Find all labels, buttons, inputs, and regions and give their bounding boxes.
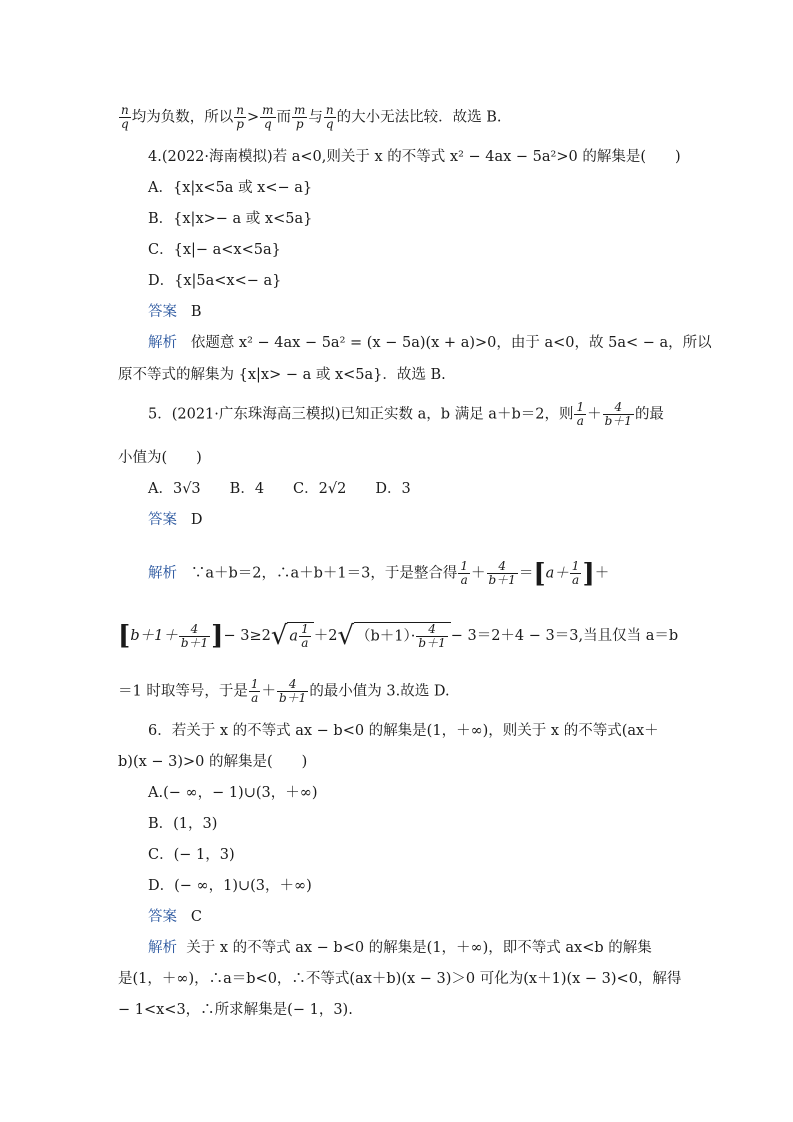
q5-options: A．3√3 B．4 C．2√2 D．3 — [148, 481, 411, 497]
q6-analysis-line2: 是(1，＋∞)，∴a＝b<0，∴不等式(ax＋b)(x − 3)＞0 可化为(x＋1)(x − 3)<0，解得 — [118, 971, 682, 987]
q5-stem-cont: 小值为( ) — [118, 450, 202, 466]
fraction: $\frac{n}{q}$ — [121, 103, 129, 131]
q5-answer: 答案 D — [148, 512, 203, 528]
q5-analysis-line2: [b＋1＋ $\frac{4}{b+1}$ ]− 3≥2√ a $\frac{1}{a}$ ＋2√ （b＋1）· $\frac{4}{b+1}$ − 3＝2＋4 − 3＝3,当且仅当 a＝b — [118, 621, 679, 651]
q4-option-c: C．{x|− a<x<5a} — [148, 242, 281, 258]
q6-analysis-line1: 解析 关于 x 的不等式 ax − b<0 的解集是(1，＋∞)，即不等式 ax<b 的解集 — [148, 940, 652, 956]
q4-stem: 4.(2022·海南模拟)若 a<0,则关于 x 的不等式 x² − 4ax − 5a²>0 的解集是( ) — [148, 149, 681, 165]
q4-option-b: B．{x|x>− a 或 x<5a} — [148, 211, 313, 227]
q4-analysis-line2: 原不等式的解集为 {x|x> − a 或 x<5a}．故选 B. — [118, 367, 446, 383]
answer-value: B — [190, 304, 202, 320]
q6-option-d: D．(− ∞，1)∪(3，＋∞) — [148, 878, 312, 894]
q6-option-b: B．(1，3) — [148, 816, 218, 832]
q5-analysis-line3: ＝1 时取等号，于是 $\frac{1}{a}$ ＋ $\frac{4}{b+1}$ 的最小值为 3.故选 D. — [118, 677, 450, 705]
q4-option-a: A．{x|x<5a 或 x<− a} — [148, 180, 313, 196]
analysis-label: 解析 — [148, 335, 177, 351]
q4-option-d: D．{x|5a<x<− a} — [148, 273, 282, 289]
q6-stem-line1: 6．若关于 x 的不等式 ax − b<0 的解集是(1，＋∞)，则关于 x 的不等式(ax＋ — [148, 723, 659, 739]
q6-option-a: A.(− ∞，− 1)∪(3，＋∞) — [148, 785, 318, 801]
answer-label: 答案 — [148, 304, 177, 320]
q6-answer: 答案 C — [148, 909, 202, 925]
q4-answer — [148, 302, 708, 322]
q6-stem-line2: b)(x − 3)>0 的解集是( ) — [118, 754, 308, 770]
q3-conclusion: $\frac{n}{q}$ 均为负数，所以 $\frac{n}{p}$ > $\frac{m}{q}$ 而 $\frac{m}{p}$ 与 $\frac{n}{q}$ 的大小无法比较．故选 B. — [121, 103, 502, 131]
q6-option-c: C．(− 1，3) — [148, 847, 235, 863]
q4-analysis-line1: 解析 依题意 x² − 4ax − 5a² = (x − 5a)(x + a)>0，由于 a<0，故 5a< − a，所以 — [148, 335, 712, 351]
q6-analysis-line3: − 1<x<3，∴所求解集是(− 1，3). — [118, 1002, 353, 1018]
q5-analysis-line1: 解析 ∵a＋b＝2，∴a＋b＋1＝3，于是整合得 $\frac{1}{a}$ ＋ $\frac{4}{b+1}$ ＝[a＋ $\frac{1}{a}$ ]＋ — [148, 558, 610, 589]
q5-stem: 5．(2021·广东珠海高三模拟)已知正实数 a，b 满足 a＋b＝2，则 $\frac{1}{a}$ ＋ $\frac{4}{b+1}$ 的最 — [148, 400, 664, 428]
